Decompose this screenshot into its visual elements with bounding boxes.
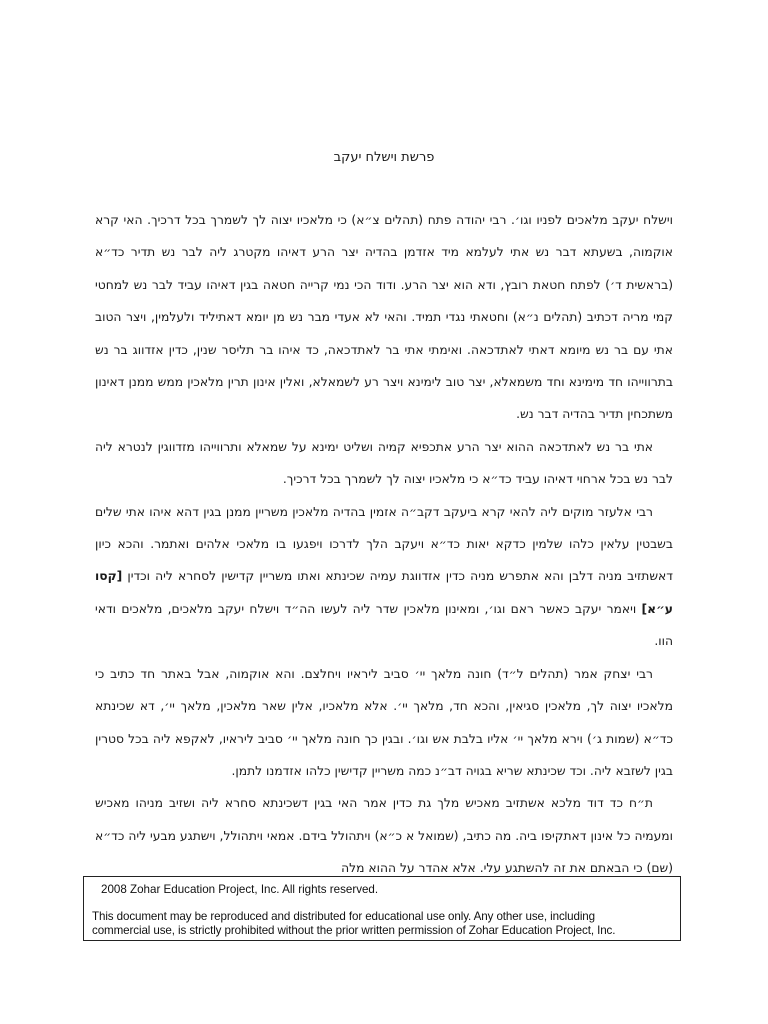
body-paragraph [95, 658, 673, 788]
page-title: פרשת וישלח יעקב [333, 150, 435, 165]
usage-notice-line-2: commercial use, is strictly prohibited without the prior written permission of Zohar Education Project, Inc. [92, 924, 616, 937]
folio-reference: [קסו ע״א] [95, 569, 673, 616]
body-paragraph [95, 204, 673, 431]
document-body [95, 204, 673, 885]
paragraph-text: אתי בר נש לאתדכאה ההוא יצר הרע אתכפיא קמיה ושליט ימינא על שמאלא ותרווייהו מזדווגין לנטרא ליה לבר נש בכל ארחוי דאיהו עביד כד״א כי מלאכיו יצוה לך לשמרך בכל דרכיך. [95, 439, 673, 487]
copyright-line: 2008 Zohar Education Project, Inc. All rights reserved. [101, 883, 379, 896]
paragraph-text: וישלח יעקב מלאכים לפניו וגו׳. רבי יהודה פתח (תהלים צ״א) כי מלאכיו יצוה לך לשמרך בכל דרכיך. האי קרא אוקמוה, בשעתא דבר נש אתי לעלמא מיד אזדמן בהדיה יצר הרע דאיהו מקטרג ליה לבר נש תדיר כד״א (בראשית ד׳) לפתח חטאת רובץ, ודא הוא יצר הרע. ודוד הכי נמי קרייה חטאה בגין דאיהו עביד לבר נש למחטי קמי מריה דכתיב (תהלים נ״א) וחטאתי נגדי תמיד. והאי לא אעדי מבר נש מן יומא דאתיליד ולעלמין, ויצר הטוב אתי עם בר נש מיומא דאתי לאתדכאה. ואימתי אתי בר לאתדכאה, כד איהו בר תליסר שנין, כדין אזדווג בר נש בתרווייהו חד מימינא וחד משמאלא, יצר טוב לימינא ויצר רע לשמאלא, ואלין אינון תרין מלאכין ממש ממנן דאינון משתכחין תדיר בהדיה דבר נש. [95, 213, 673, 422]
paragraph-text: רבי יצחק אמר (תהלים ל״ד) חונה מלאך יי׳ סביב ליראיו ויחלצם. והא אוקמוה, אבל באתר חד כתיב כי מלאכיו יצוה לך, מלאכין סגיאין, והכא חד, מלאך יי׳. אלא מלאכיו, אלין שאר מלאכין, מלאך יי׳, דא שכינתא כד״א (שמות ג׳) וירא מלאך יי׳ אליו בלבת אש וגו׳. ובגין כך חונה מלאך יי׳ סביב ליראיו, לאקפא ליה בכל סטרין בגין לשזבא ליה. וכד שכינתא שריא בגויה דב״נ כמה משריין קדישין כלהו אזדמנו לתמן. [95, 666, 673, 778]
paragraph-text: ת״ח כד דוד מלכא אשתזיב מאכיש מלך גת כדין אמר האי בגין דשכינתא סחרא ליה ושזיב מניהו מאכיש ומעמיה כל אינון דאתקיפו ביה. מה כתיב, (שמואל א כ״א) ויתהולל בידם. אמאי ויתהולל, וישתגע מבעי ליה כד״א (שם) כי הבאתם את זה להשתגע עלי. אלא אהדר על ההוא מלה [95, 796, 673, 876]
body-paragraph [95, 787, 673, 884]
usage-notice-line-1: This document may be reproduced and distributed for educational use only. Any other use, including [92, 909, 595, 923]
paragraph-text: ויאמר יעקב כאשר ראם וגו׳, ומאינון מלאכין שדר ליה לעשו הה״ד וישלח יעקב מלאכים, מלאכים ודאי הוו. [95, 601, 673, 649]
paragraph-text: רבי אלעזר מוקים ליה להאי קרא ביעקב דקב״ה אזמין בהדיה מלאכין משריין ממנן בגין דהא איהו אתי שלים בשבטין עלאין כלהו שלמין כדקא יאות כד״א ויעקב הלך לדרכו ויפגעו בו מלאכי אלהים ואתמר. והכא כיון דאשתזיב מניה דלבן והא אתפרש מניה כדין אזדווגת עמיה שכינתא ואתו משריין קדישין לסחרא ליה וכדין [95, 504, 673, 584]
body-paragraph [95, 496, 673, 658]
body-paragraph [95, 431, 673, 496]
copyright-footer [83, 876, 681, 941]
